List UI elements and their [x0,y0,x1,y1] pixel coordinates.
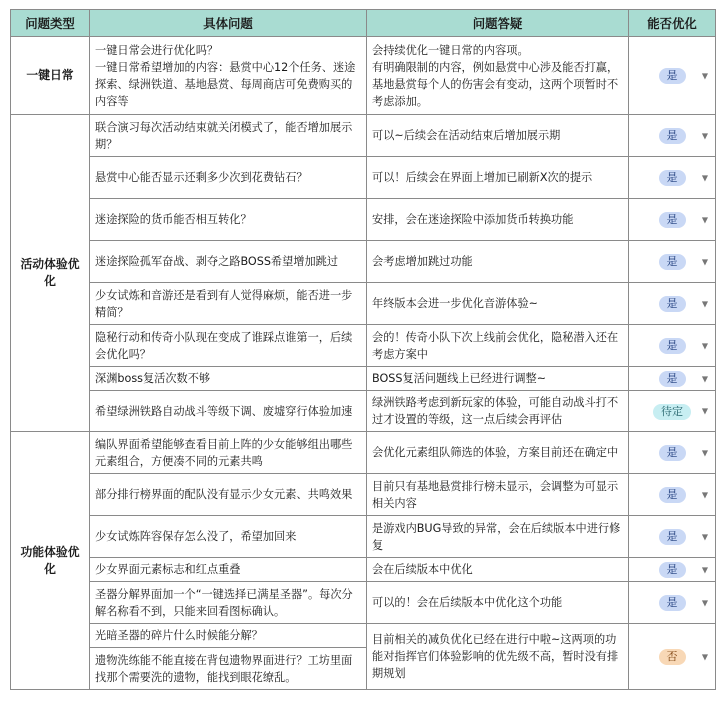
table-row [11,558,716,582]
question-cell: 部分排行榜界面的配队没有显示少女元素、共鸣效果 [90,474,367,516]
optimize-select[interactable] [629,624,716,690]
optimize-select[interactable] [629,582,716,624]
question-cell: 编队界面希望能够查看目前上阵的少女能够组出哪些元素组合，方便凑不同的元素共鸣 [90,432,367,474]
optimize-select[interactable] [629,558,716,582]
category-feature: 功能体验优化 [11,432,90,690]
status-badge: 是 [659,212,686,228]
question-cell: 遗物洗练能不能直接在背包遗物界面进行？工坊里面找那个需要洗的遗物，能找到眼花缭乱。 [90,648,367,690]
question-cell: 隐秘行动和传奇小队现在变成了谁踩点谁第一，后续会优化吗？ [90,325,367,367]
optimize-select[interactable] [629,325,716,367]
table-row [11,391,716,432]
faq-sheet [10,9,715,695]
answer-cell: BOSS复活问题线上已经进行调整~ [367,367,629,391]
optimize-select[interactable] [629,474,716,516]
chevron-down-icon: ▼ [701,257,708,266]
chevron-down-icon: ▼ [701,490,708,499]
status-badge: 是 [659,296,686,312]
optimize-select[interactable] [629,391,716,432]
answer-cell: 会在后续版本中优化 [367,558,629,582]
optimize-select[interactable] [629,432,716,474]
question-cell: 悬赏中心能否显示还剩多少次到花费钻石？ [90,157,367,199]
status-badge: 否 [659,649,686,665]
chevron-down-icon: ▼ [701,406,708,416]
header-answer: 问题答疑 [367,10,629,37]
header-type: 问题类型 [11,10,90,37]
table-row [11,516,716,558]
table-row [11,624,716,648]
status-badge: 是 [659,254,686,270]
status-badge: 待定 [653,404,691,420]
answer-cell: 会考虑增加跳过功能 [367,241,629,283]
answer-cell: 可以的！会在后续版本中优化这个功能 [367,582,629,624]
chevron-down-icon: ▼ [701,299,708,308]
chevron-down-icon: ▼ [701,131,708,140]
answer-cell: 会优化元素组队筛选的体验，方案目前还在确定中 [367,432,629,474]
answer-cell: 会的！传奇小队下次上线前会优化，隐秘潜入还在考虑方案中 [367,325,629,367]
status-badge: 是 [659,562,686,578]
chevron-down-icon: ▼ [701,598,708,607]
question-cell: 圣器分解界面加一个“一键选择已满星圣器”。每次分解名称看不到，只能来回看图标确认。 [90,582,367,624]
answer-cell: 绿洲铁路考虑到新玩家的体验，可能自动战斗打不过才设置的等级，这一点后续会再评估 [367,391,629,432]
question-cell: 光暗圣器的碎片什么时候能分解？ [90,624,367,648]
table-row [11,367,716,391]
table-row [11,283,716,325]
optimize-select[interactable] [629,241,716,283]
optimize-select[interactable] [629,199,716,241]
answer-cell: 目前只有基地悬赏排行榜未显示，会调整为可显示相关内容 [367,474,629,516]
answer-cell: 可以！后续会在界面上增加已刷新X次的提示 [367,157,629,199]
chevron-down-icon: ▼ [701,374,708,383]
answer-cell: 可以~后续会在活动结束后增加展示期 [367,115,629,157]
header-optimize: 能否优化 [629,10,716,37]
question-cell: 联合演习每次活动结束就关闭模式了，能否增加展示期？ [90,115,367,157]
question-cell: 深渊boss复活次数不够 [90,367,367,391]
status-badge: 是 [659,595,686,611]
faq-table [10,9,716,690]
status-badge: 是 [659,128,686,144]
status-badge: 是 [659,529,686,545]
optimize-select[interactable] [629,516,716,558]
status-badge: 是 [659,445,686,461]
chevron-down-icon: ▼ [701,532,708,541]
optimize-select[interactable] [629,283,716,325]
chevron-down-icon: ▼ [701,71,708,80]
chevron-down-icon: ▼ [701,173,708,182]
table-row [11,241,716,283]
table-row [11,157,716,199]
optimize-select[interactable] [629,157,716,199]
optimize-select[interactable] [629,367,716,391]
status-badge: 是 [659,338,686,354]
question-cell: 少女试炼阵容保存怎么没了，希望加回来 [90,516,367,558]
chevron-down-icon: ▼ [701,652,708,661]
table-row [11,582,716,624]
answer-cell: 目前相关的减负优化已经在进行中啦~这两项的功能对指挥官们体验影响的优先级不高，暂时没有排期规划 [367,624,629,690]
table-row [11,325,716,367]
optimize-select[interactable] [629,115,716,157]
chevron-down-icon: ▼ [701,448,708,457]
table-row [11,199,716,241]
question-cell: 少女试炼和音游还是看到有人觉得麻烦，能否进一步精简？ [90,283,367,325]
optimize-select[interactable] [629,37,716,115]
status-badge: 是 [659,68,686,84]
header-question: 具体问题 [90,10,367,37]
answer-cell: 是游戏内BUG导致的异常，会在后续版本中进行修复 [367,516,629,558]
answer-cell: 会持续优化一键日常的内容项。 有明确限制的内容，例如悬赏中心涉及能否打赢，基地悬赏每个人的伤害会有变动，这两个项暂时不考虑添加。 [367,37,629,115]
status-badge: 是 [659,487,686,503]
answer-cell: 安排，会在迷途探险中添加货币转换功能 [367,199,629,241]
table-row [11,115,716,157]
table-row [11,474,716,516]
header-row [11,10,716,37]
question-cell: 迷途探险的货币能否相互转化？ [90,199,367,241]
chevron-down-icon: ▼ [701,565,708,574]
status-badge: 是 [659,170,686,186]
question-cell: 一键日常会进行优化吗？ 一键日常希望增加的内容：悬赏中心12个任务、迷途探索、绿洲铁道、基地悬赏、每周商店可免费购买的内容等 [90,37,367,115]
chevron-down-icon: ▼ [701,215,708,224]
table-row [11,37,716,115]
category-activity: 活动体验优化 [11,115,90,432]
question-cell: 迷途探险孤军奋战、剥夺之路BOSS希望增加跳过 [90,241,367,283]
category-daily: 一键日常 [11,37,90,115]
question-cell: 希望绿洲铁路自动战斗等级下调、废墟穿行体验加速 [90,391,367,432]
question-cell: 少女界面元素标志和红点重叠 [90,558,367,582]
table-row [11,432,716,474]
status-badge: 是 [659,371,686,387]
chevron-down-icon: ▼ [701,341,708,350]
answer-cell: 年终版本会进一步优化音游体验~ [367,283,629,325]
